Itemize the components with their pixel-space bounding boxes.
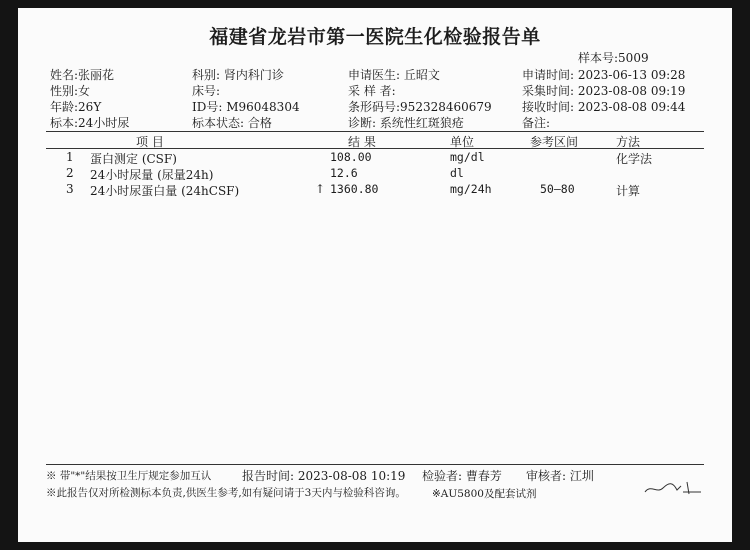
specimen-type: 标本:24小时尿 bbox=[50, 116, 130, 130]
result-value: 1360.80 bbox=[330, 182, 379, 196]
reagent-note: ※AU5800及配套试剂 bbox=[432, 488, 537, 500]
sample-number: 样本号:5009 bbox=[578, 51, 649, 65]
table-row bbox=[18, 166, 732, 182]
header-reference: 参考区间 bbox=[530, 135, 579, 149]
patient-age: 年龄:26Y bbox=[50, 100, 102, 114]
mutual-recognition-note: ※ 带"*"结果按卫生厅规定参加互认 bbox=[46, 470, 212, 482]
header-item: 项 目 bbox=[136, 135, 164, 149]
test-name: 24小时尿量 (尿量24h) bbox=[90, 168, 214, 182]
receive-time: 接收时间: 2023-08-08 09:44 bbox=[522, 100, 686, 114]
requesting-doctor: 申请医生: 丘昭文 bbox=[348, 68, 440, 82]
specimen-status: 标本状态: 合格 bbox=[192, 116, 272, 130]
high-flag-icon: ↑ bbox=[315, 182, 326, 196]
table-row bbox=[18, 182, 732, 198]
signature-mark bbox=[643, 478, 703, 500]
diagnosis: 诊断: 系统性红斑狼疮 bbox=[348, 116, 464, 130]
header-unit: 单位 bbox=[450, 135, 475, 149]
unit: mg/dl bbox=[450, 150, 485, 164]
test-name: 蛋白测定 (CSF) bbox=[90, 152, 177, 166]
test-name: 24小时尿蛋白量 (24hCSF) bbox=[90, 184, 240, 198]
department: 科别: 肾内科门诊 bbox=[192, 68, 284, 82]
reference-range: 50—80 bbox=[540, 182, 575, 196]
reviewer: 审核者: 江圳 bbox=[526, 469, 594, 483]
row-number: 2 bbox=[66, 166, 74, 180]
unit: mg/24h bbox=[450, 182, 492, 196]
checker: 检验者: 曹春芳 bbox=[422, 469, 502, 483]
table-top-rule bbox=[46, 131, 704, 132]
sample-collector: 采 样 者: bbox=[348, 84, 396, 98]
table-header-rule bbox=[46, 148, 704, 149]
collect-time: 采集时间: 2023-08-08 09:19 bbox=[522, 84, 686, 98]
report-time: 报告时间: 2023-08-08 10:19 bbox=[242, 469, 406, 483]
patient-name: 姓名:张丽花 bbox=[50, 68, 115, 82]
method: 计算 bbox=[616, 184, 641, 198]
report-paper bbox=[18, 8, 732, 542]
result-value: 108.00 bbox=[330, 150, 372, 164]
footer-rule bbox=[46, 464, 704, 465]
result-value: 12.6 bbox=[330, 166, 358, 180]
unit: dl bbox=[450, 166, 464, 180]
header-method: 方法 bbox=[616, 135, 641, 149]
remark: 备注: bbox=[522, 116, 551, 130]
header-result: 结 果 bbox=[348, 135, 376, 149]
table-row bbox=[18, 150, 732, 166]
patient-id: ID号: M96048304 bbox=[192, 100, 300, 114]
apply-time: 申请时间: 2023-06-13 09:28 bbox=[522, 68, 686, 82]
patient-sex: 性别:女 bbox=[50, 84, 91, 98]
method: 化学法 bbox=[616, 152, 653, 166]
barcode-number: 条形码号:952328460679 bbox=[348, 100, 492, 114]
row-number: 3 bbox=[66, 182, 74, 196]
bed-number: 床号: bbox=[192, 84, 221, 98]
row-number: 1 bbox=[66, 150, 74, 164]
report-title: 福建省龙岩市第一医院生化检验报告单 bbox=[209, 26, 541, 48]
disclaimer-note: ※此报告仅对所检测标本负责,供医生参考,如有疑问请于3天内与检验科咨询。 bbox=[46, 487, 406, 499]
